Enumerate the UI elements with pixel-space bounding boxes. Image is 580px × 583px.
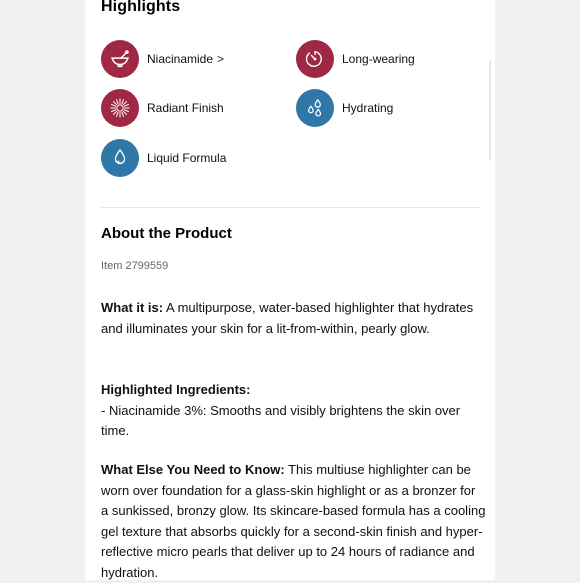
highlight-radiant-finish [101, 89, 224, 127]
highlight-label: Hydrating [342, 101, 394, 115]
highlight-hydrating [296, 89, 393, 127]
what-it-is-text: A multipurpose, water-based highlighter that hydrates and illuminates your skin for a lit-from-within, pearly glow. [101, 300, 474, 336]
what-it-is-label: What it is: [101, 300, 164, 315]
what-else-paragraph [101, 460, 486, 583]
about-heading: About the Product [101, 225, 232, 242]
what-it-is-paragraph [101, 298, 486, 339]
highlight-label: Long-wearing [342, 52, 415, 66]
highlight-label: Liquid Formula [147, 151, 227, 165]
sunburst-icon [101, 89, 139, 127]
ingredients-paragraph [101, 380, 486, 442]
droplet-icon [101, 139, 139, 177]
highlights-heading: Highlights [101, 0, 181, 15]
section-divider [101, 207, 481, 208]
timer-icon [296, 40, 334, 78]
mortar-pestle-icon [101, 40, 139, 78]
highlight-niacinamide-link[interactable] [101, 40, 224, 78]
what-else-text: This multiuse highlighter can be worn over foundation for a glass-skin highlight or as a bronzer for a sunkissed, bronzy glow. Its skincare-based formula has a cooling gel texture that absorbs quickly for a second-skin finish and hyper-reflective micro pearls that deliver up to 24 hours of radiance and hydration. [101, 462, 486, 580]
what-else-label: What Else You Need to Know: [101, 462, 285, 477]
highlight-long-wearing [296, 40, 415, 78]
ingredients-label: Highlighted Ingredients: [101, 382, 251, 397]
water-drops-icon [296, 89, 334, 127]
chevron-right-icon: > [217, 52, 225, 66]
item-number: Item 2799559 [101, 260, 169, 272]
panel-edge [489, 60, 491, 160]
highlight-label: Niacinamide [147, 52, 214, 66]
ingredients-text: - Niacinamide 3%: Smooths and visibly brightens the skin over time. [101, 402, 461, 438]
highlight-label: Radiant Finish [147, 101, 224, 115]
highlight-liquid-formula [101, 139, 226, 177]
